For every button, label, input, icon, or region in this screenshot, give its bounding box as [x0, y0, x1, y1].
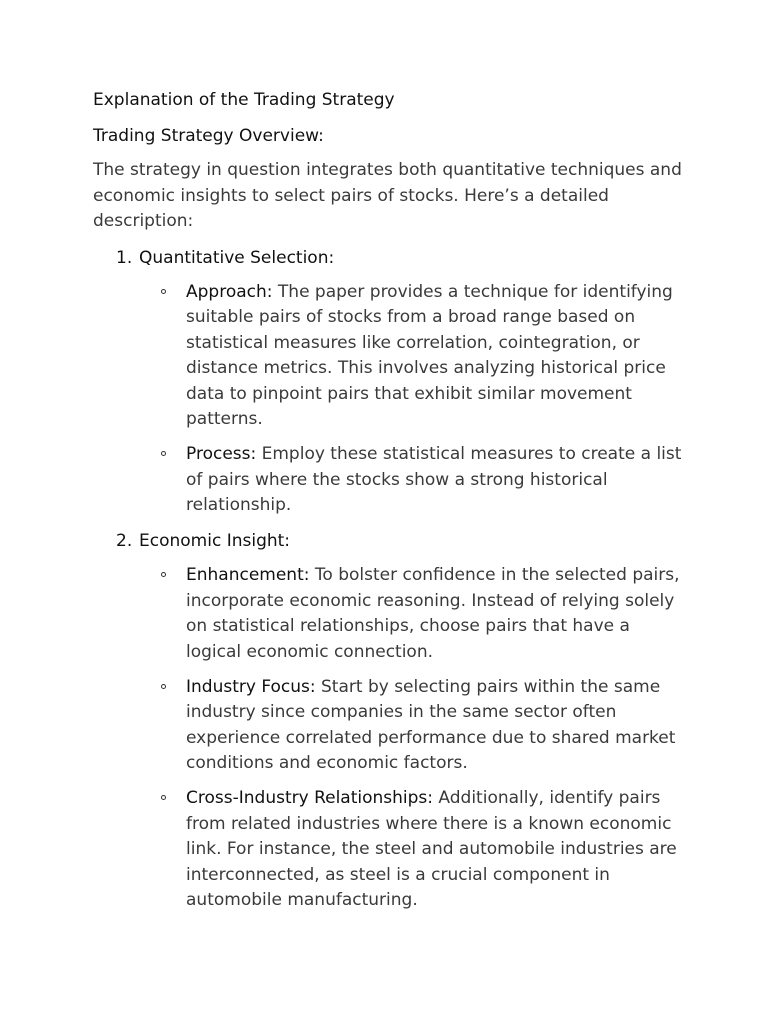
section-heading [93, 245, 683, 271]
bullet-term: Approach: [186, 281, 273, 302]
intro-paragraph: The strategy in question integrates both quantitative techniques and economic insights to select pairs of stocks. Here’s a detailed description: [93, 160, 682, 231]
section-title: Quantitative Selection: [139, 247, 335, 268]
list-item-enhancement [93, 563, 683, 665]
bullet-text: The paper provides a technique for identifying suitable pairs of stocks from a broad range based on statistical measures like correlation, cointegration, or distance metrics. This involves analyzing historical price data to pinpoint pairs that exhibit similar movement patterns. [186, 281, 673, 429]
bullet-text: Start by selecting pairs within the same industry since companies in the same sector often experience correlated performance due to shared market conditions and economic factors. [186, 676, 676, 773]
bullet-term: Cross-Industry Relationships: [186, 788, 434, 808]
hollow-bullet-icon [161, 795, 166, 800]
list-item-cross-industry [93, 786, 683, 914]
list-item-process [93, 442, 683, 519]
section-quantitative-selection [93, 245, 683, 519]
list-item-approach [93, 280, 683, 433]
bullet-text: Employ these statistical measures to create a list of pairs where the stocks show a strong historical relationship. [186, 444, 682, 515]
bullet-term: Industry Focus: [186, 676, 316, 697]
hollow-bullet-icon [161, 289, 166, 294]
hollow-bullet-icon [161, 572, 166, 577]
section-heading [93, 528, 683, 554]
section-economic-insight [93, 528, 683, 914]
document-page [93, 88, 683, 923]
hollow-bullet-icon [161, 451, 166, 456]
bullet-text: To bolster confidence in the selected pairs, incorporate economic reasoning. Instead of relying solely on statistical relationships, choose pairs that have a logical economic connection. [186, 565, 680, 662]
bullet-list [93, 563, 683, 914]
bullet-list [93, 280, 683, 519]
bullet-term: Enhancement: [186, 565, 310, 585]
document-title: Explanation of the Trading Strategy [93, 90, 395, 110]
overview-heading: Trading Strategy Overview: [93, 126, 324, 146]
bullet-text: Additionally, identify pairs from related industries where there is a known economic link. For instance, the steel and automobile industries are interconnected, as steel is a crucial component in automobile manufacturing. [186, 788, 677, 910]
hollow-bullet-icon [161, 684, 166, 689]
section-number: 1. [116, 247, 133, 268]
bullet-term: Process: [186, 444, 257, 464]
list-item-industry-focus [93, 675, 683, 777]
section-title: Economic Insight: [139, 531, 291, 551]
section-number: 2. [116, 531, 133, 551]
